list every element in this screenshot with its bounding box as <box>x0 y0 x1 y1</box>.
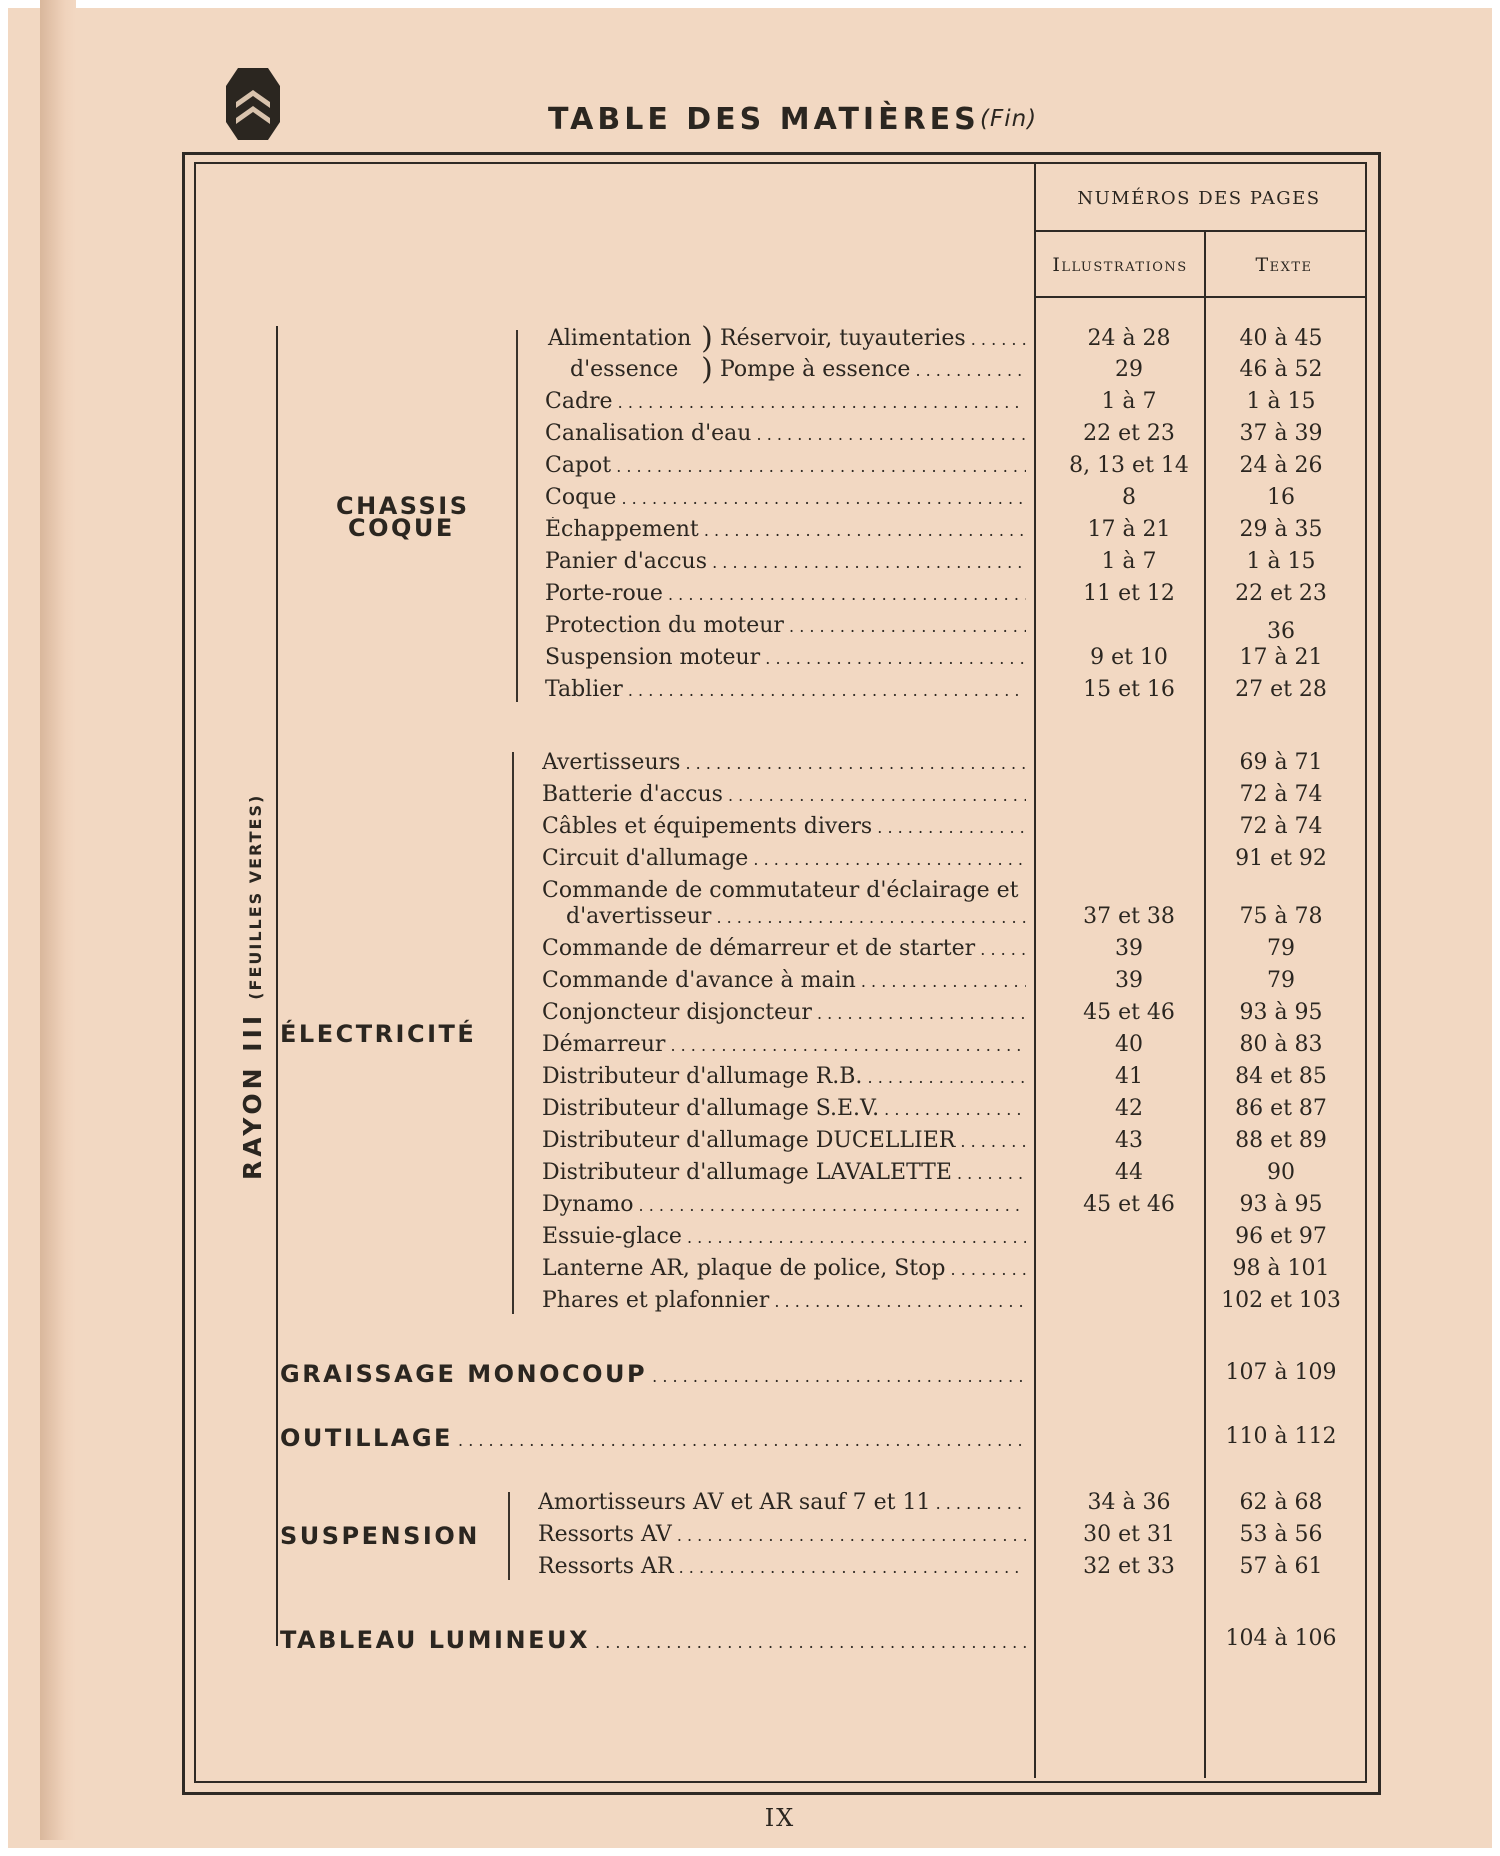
electricite-item-label: Distributeur d'allumage R.B. . . . <box>542 1064 1026 1089</box>
electricite-item-illustrations: 39 <box>1115 968 1143 993</box>
chassis-item-label: Suspension moteur . . . <box>545 645 1026 670</box>
electricite-item-illustrations: 45 et 46 <box>1083 1000 1175 1025</box>
electricite-row-16 <box>0 1288 1500 1318</box>
column-header-illustrations: Illustrations <box>1052 254 1188 276</box>
suspension-item-illustrations: 30 et 31 <box>1083 1522 1175 1547</box>
suspension-item-label: Ressorts AV . . . <box>538 1522 1026 1547</box>
electricite-row-2 <box>0 814 1500 844</box>
electricite-item-label: Conjoncteur disjoncteur . . . <box>542 1000 1026 1025</box>
column-header-texte: Texte <box>1255 254 1313 276</box>
electricite-item-label: Démarreur . . . <box>542 1032 1026 1057</box>
chassis-item-label: Protection du moteur . . . <box>545 613 1026 638</box>
electricite-item-illustrations: 40 <box>1115 1032 1143 1057</box>
electricite-item-illustrations: 41 <box>1115 1064 1143 1089</box>
electricite-item-texte: 86 et 87 <box>1235 1096 1327 1121</box>
chassis-row-4 <box>0 453 1500 483</box>
chassis-item-label: Pompe à essence . . . <box>720 357 1026 382</box>
electricite-item-texte: 102 et 103 <box>1221 1288 1341 1313</box>
chassis-item-texte: 37 à 39 <box>1239 421 1323 446</box>
chassis-item-texte: 24 à 26 <box>1239 453 1323 478</box>
chassis-row-5 <box>0 485 1500 515</box>
outillage-row <box>0 1424 1500 1454</box>
chassis-row-9 <box>0 613 1500 643</box>
chassis-row-1 <box>0 352 1500 387</box>
alimentation-brace-icon: ) <box>701 321 713 356</box>
electricite-item-illustrations: 39 <box>1115 936 1143 961</box>
chassis-item-label: Canalisation d'eau . . . <box>545 421 1026 446</box>
electricite-item-label: Dynamo . . . <box>542 1192 1026 1217</box>
page-title: TABLE DES MATIÈRES <box>548 102 980 137</box>
electricite-row-1 <box>0 782 1500 812</box>
electricite-row-5 <box>0 936 1500 966</box>
chassis-item-illustrations: 15 et 16 <box>1083 677 1175 702</box>
chassis-item-illustrations: 17 à 21 <box>1087 517 1171 542</box>
suspension-item-texte: 62 à 68 <box>1239 1490 1323 1515</box>
electricite-item-texte: 96 et 97 <box>1235 1224 1327 1249</box>
chassis-item-illustrations: 1 à 7 <box>1101 549 1157 574</box>
chassis-item-texte: 22 et 23 <box>1235 581 1327 606</box>
chassis-item-texte: 16 <box>1267 485 1295 510</box>
header-rule-top <box>1034 230 1365 232</box>
alimentation-label-2: d'essence <box>570 357 679 382</box>
chassis-item-label: Capot . . . <box>545 453 1026 478</box>
electricite-item-texte: 69 à 71 <box>1239 750 1323 775</box>
page-number: IX <box>764 1804 796 1832</box>
electricite-item-label: Commande de commutateur d'éclairage et <box>542 878 1019 903</box>
chassis-item-label: Réservoir, tuyauteries . . . <box>720 326 1026 351</box>
chassis-item-label: Tablier . . . <box>545 677 1026 702</box>
suspension-item-texte: 53 à 56 <box>1239 1522 1323 1547</box>
chassis-item-label: Porte-roue . . . <box>545 581 1026 606</box>
column-group-header: NUMÉROS DES PAGES <box>1077 188 1321 209</box>
electricite-item-label: Câbles et équipements divers . . . <box>542 814 1026 839</box>
rayon-title: RAYON III <box>238 1011 267 1180</box>
chassis-item-illustrations: 24 à 28 <box>1087 326 1171 351</box>
chassis-title-line1: CHASSIS <box>336 492 470 520</box>
electricite-item-label: Distributeur d'allumage LAVALETTE . . . <box>542 1160 1026 1185</box>
electricite-item-texte: 79 <box>1267 968 1295 993</box>
electricite-row-14 <box>0 1224 1500 1254</box>
electricite-item-label: Phares et plafonnier . . . <box>542 1288 1026 1313</box>
electricite-item-label: Distributeur d'allumage DUCELLIER . . . <box>542 1128 1026 1153</box>
suspension-row-2 <box>0 1554 1500 1584</box>
page-title-suffix: (Fin) <box>980 106 1038 132</box>
chassis-row-11 <box>0 677 1500 707</box>
electricite-item-label: Lanterne AR, plaque de police, Stop . . . <box>542 1256 1026 1281</box>
electricite-item-label: Commande d'avance à main . . . <box>542 968 1026 993</box>
suspension-item-illustrations: 34 à 36 <box>1087 1490 1171 1515</box>
electricite-title: ÉLECTRICITÉ <box>280 1020 477 1048</box>
electricite-item-illustrations: 37 et 38 <box>1083 904 1175 929</box>
chassis-item-label: Coque . . . <box>545 485 1026 510</box>
tableau-label: TABLEAU LUMINEUX . . . <box>280 1626 1026 1654</box>
electricite-item-texte: 80 à 83 <box>1239 1032 1323 1057</box>
electricite-item-label: Batterie d'accus . . . <box>542 782 1026 807</box>
outillage-texte: 110 à 112 <box>1225 1424 1337 1449</box>
suspension-row-1 <box>0 1522 1500 1552</box>
electricite-item-texte: 79 <box>1267 936 1295 961</box>
chassis-item-texte: 1 à 15 <box>1246 549 1316 574</box>
electricite-item-texte: 90 <box>1267 1160 1295 1185</box>
chassis-item-texte: 27 et 28 <box>1235 677 1327 702</box>
chassis-item-illustrations: 11 et 12 <box>1083 581 1175 606</box>
citroen-chevron-logo <box>224 66 282 142</box>
chassis-item-illustrations: 8 <box>1122 485 1136 510</box>
electricite-row-4 <box>0 904 1500 934</box>
electricite-row-6 <box>0 968 1500 998</box>
electricite-row-0 <box>0 750 1500 780</box>
electricite-item-texte: 75 à 78 <box>1239 904 1323 929</box>
chassis-item-illustrations: 9 et 10 <box>1090 645 1168 670</box>
chassis-row-2 <box>0 389 1500 419</box>
chassis-item-texte: 17 à 21 <box>1239 645 1323 670</box>
suspension-row-0 <box>0 1490 1500 1520</box>
electricite-item-texte: 72 à 74 <box>1239 814 1323 839</box>
electricite-item-texte: 84 et 85 <box>1235 1064 1327 1089</box>
chassis-row-10 <box>0 645 1500 675</box>
suspension-item-texte: 57 à 61 <box>1239 1554 1323 1579</box>
electricite-item-illustrations: 45 et 46 <box>1083 1192 1175 1217</box>
electricite-row-15 <box>0 1256 1500 1286</box>
electricite-row-7 <box>0 1000 1500 1030</box>
suspension-title: SUSPENSION <box>280 1522 480 1550</box>
electricite-item-label: Essuie-glace . . . <box>542 1224 1026 1249</box>
electricite-item-label: Distributeur d'allumage S.E.V. . . . <box>542 1096 1026 1121</box>
chassis-row-7 <box>0 549 1500 579</box>
electricite-item-label: Circuit d'allumage . . . <box>542 846 1026 871</box>
electricite-item-texte: 93 à 95 <box>1239 1192 1323 1217</box>
electricite-row-11 <box>0 1128 1500 1158</box>
electricite-item-illustrations: 44 <box>1115 1160 1143 1185</box>
electricite-item-illustrations: 43 <box>1115 1128 1143 1153</box>
graissage-label: GRAISSAGE MONOCOUP . . . <box>280 1360 1026 1388</box>
chassis-item-illustrations: 1 à 7 <box>1101 389 1157 414</box>
electricite-row-9 <box>0 1064 1500 1094</box>
electricite-item-label: d'avertisseur . . . <box>566 904 1026 929</box>
chassis-row-3 <box>0 421 1500 451</box>
electricite-item-texte: 93 à 95 <box>1239 1000 1323 1025</box>
chassis-item-texte: 46 à 52 <box>1239 357 1323 382</box>
chassis-item-texte: 40 à 45 <box>1239 326 1323 351</box>
suspension-item-label: Ressorts AR . . . <box>538 1554 1026 1579</box>
electricite-item-texte: 91 et 92 <box>1235 846 1327 871</box>
chassis-item-illustrations: 22 et 23 <box>1083 421 1175 446</box>
electricite-item-illustrations: 42 <box>1115 1096 1143 1121</box>
chassis-title-line2: COQUE <box>348 514 455 542</box>
chassis-row-8 <box>0 581 1500 611</box>
chassis-item-label: Échappement . . . <box>545 517 1026 542</box>
chassis-item-illustrations: 8, 13 et 14 <box>1069 453 1189 478</box>
chassis-item-texte: 36 <box>1267 619 1295 644</box>
graissage-row <box>0 1360 1500 1390</box>
chassis-item-texte: 1 à 15 <box>1246 389 1316 414</box>
electricite-row-3 <box>0 846 1500 876</box>
electricite-row-13 <box>0 1192 1500 1222</box>
electricite-row-10 <box>0 1096 1500 1126</box>
chassis-item-label: Cadre . . . <box>545 389 1026 414</box>
chassis-row-0 <box>0 321 1500 356</box>
alimentation-label-1: Alimentation <box>548 326 692 351</box>
electricite-item-texte: 98 à 101 <box>1232 1256 1330 1281</box>
electricite-item-label: Commande de démarreur et de starter . . . <box>542 936 1026 961</box>
chassis-item-label: Panier d'accus . . . <box>545 549 1026 574</box>
suspension-item-illustrations: 32 et 33 <box>1083 1554 1175 1579</box>
electricite-row-12 <box>0 1160 1500 1190</box>
chassis-item-illustrations: 29 <box>1115 357 1143 382</box>
rayon-subtitle: (FEUILLES VERTES) <box>246 793 265 1000</box>
electricite-row-8 <box>0 1032 1500 1062</box>
tableau-row <box>0 1626 1500 1656</box>
outillage-label: OUTILLAGE . . . <box>280 1424 1026 1452</box>
electricite-item-texte: 88 et 89 <box>1235 1128 1327 1153</box>
suspension-item-label: Amortisseurs AV et AR sauf 7 et 11 . . . <box>538 1490 1026 1515</box>
electricite-item-label: Avertisseurs . . . <box>542 750 1026 775</box>
header-rule-bottom <box>1034 296 1365 298</box>
chassis-item-texte: 29 à 35 <box>1239 517 1323 542</box>
chassis-row-6 <box>0 517 1500 547</box>
graissage-texte: 107 à 109 <box>1225 1360 1337 1385</box>
alimentation-brace-icon-2: ) <box>701 352 713 387</box>
tableau-texte: 104 à 106 <box>1225 1626 1337 1651</box>
electricite-item-texte: 72 à 74 <box>1239 782 1323 807</box>
